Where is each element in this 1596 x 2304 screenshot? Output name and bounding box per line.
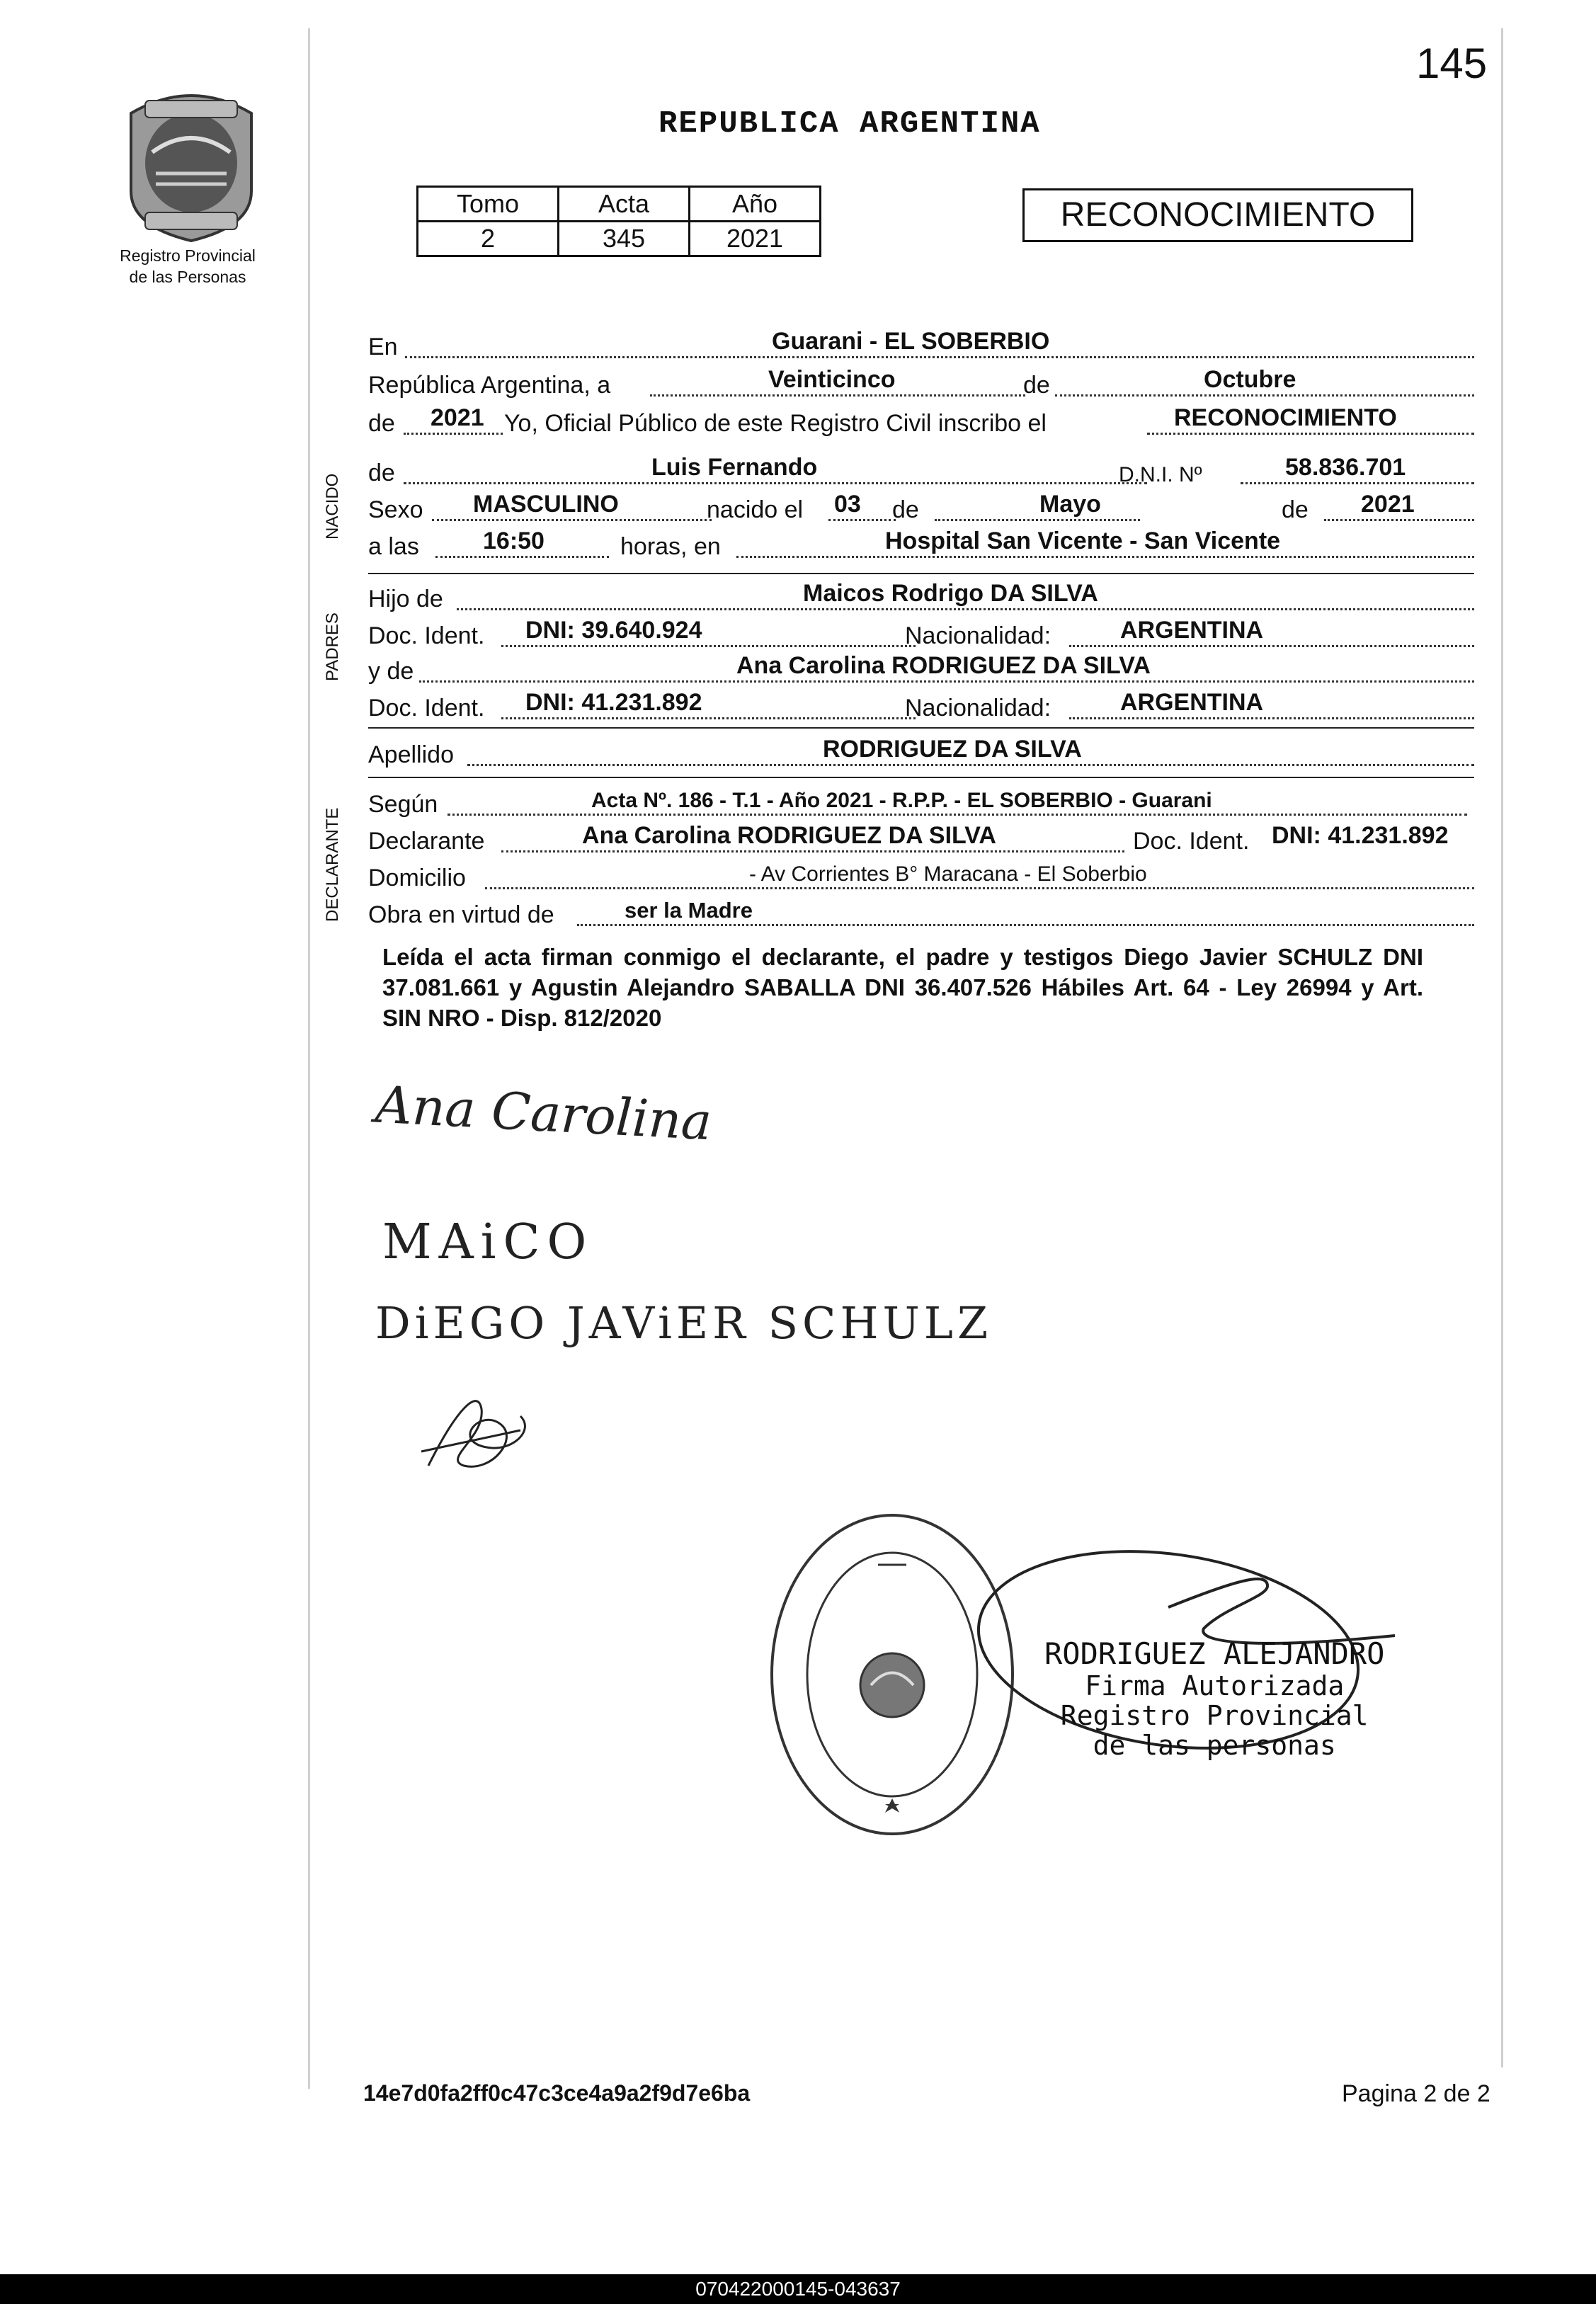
signature-testigo: DiEGO JAViER SCHULZ xyxy=(375,1297,993,1349)
stamp-org-1: Registro Provincial xyxy=(1060,1700,1369,1731)
acta-value: 345 xyxy=(559,222,690,256)
value-tipo-inscripcion: RECONOCIMIENTO xyxy=(1174,404,1397,431)
value-doc-madre: DNI: 41.231.892 xyxy=(525,689,702,716)
row-nombre xyxy=(368,455,1474,491)
label-de: de xyxy=(1023,372,1050,399)
act-type-box: RECONOCIMIENTO xyxy=(1022,188,1413,242)
document-title: REPUBLICA ARGENTINA xyxy=(659,106,1041,142)
tomo-header: Tomo xyxy=(418,187,559,222)
value-segun: Acta Nº. 186 - T.1 - Año 2021 - R.P.P. - EL SOBERBIO - Guarani xyxy=(591,789,1212,812)
value-padre: Maicos Rodrigo DA SILVA xyxy=(803,580,1098,607)
row-hora xyxy=(368,528,1474,565)
row-madre-doc xyxy=(368,690,1474,726)
row-inscripcion xyxy=(368,405,1474,442)
label-nac-madre: Nacionalidad: xyxy=(905,695,1051,722)
value-declarante: Ana Carolina RODRIGUEZ DA SILVA xyxy=(582,822,996,849)
value-obra: ser la Madre xyxy=(625,898,753,923)
row-madre xyxy=(368,653,1474,690)
label-hijo-de: Hijo de xyxy=(368,586,443,612)
right-margin-line xyxy=(1501,28,1503,2068)
label-sexo: Sexo xyxy=(368,496,423,523)
row-fecha xyxy=(368,367,1474,404)
label-horas-en: horas, en xyxy=(620,533,721,560)
label-republica: República Argentina, a xyxy=(368,372,611,399)
label-dni: D.N.I. Nº xyxy=(1119,463,1202,486)
label-nac-padre: Nacionalidad: xyxy=(905,622,1051,649)
label-y-de: y de xyxy=(368,658,414,685)
registry-line-2: de las Personas xyxy=(129,268,246,286)
section-label-declarante: DECLARANTE xyxy=(323,807,342,922)
label-doc-declarante: Doc. Ident. xyxy=(1133,828,1250,855)
tomo-value: 2 xyxy=(418,222,559,256)
label-segun: Según xyxy=(368,791,438,818)
scan-barcode-strip: 070422000145-043637 xyxy=(0,2274,1596,2304)
book-record-table xyxy=(416,186,821,257)
row-lugar xyxy=(368,329,1474,365)
authority-stamp xyxy=(1044,1637,1384,1760)
section-divider-padres xyxy=(368,727,1474,729)
row-padre-doc xyxy=(368,617,1474,654)
value-dia-nacimiento: 03 xyxy=(834,491,861,518)
provincia-misiones-logo xyxy=(117,85,266,244)
value-mes-nacimiento: Mayo xyxy=(1039,491,1101,518)
value-dia: Veinticinco xyxy=(768,366,896,393)
document-hash: 14e7d0fa2ff0c47c3ce4a9a2f9d7e6ba xyxy=(363,2080,751,2106)
label-de-mes: de xyxy=(892,496,919,523)
stamp-org-2: de las personas xyxy=(1093,1730,1336,1761)
anio-header: Año xyxy=(690,187,821,222)
left-margin-line xyxy=(308,28,310,2089)
value-dni: 58.836.701 xyxy=(1285,454,1406,481)
section-label-nacido: NACIDO xyxy=(323,473,342,540)
row-domicilio xyxy=(368,860,1474,896)
value-hora: 16:50 xyxy=(483,527,545,554)
value-anio: 2021 xyxy=(431,404,484,431)
value-mes: Octubre xyxy=(1204,366,1296,393)
label-de-anio-nac: de xyxy=(1282,496,1309,523)
legal-notes: Leída el acta firman conmigo el declarante, el padre y testigos Diego Javier SCHULZ DNI 37.081.661 y Agustin Alejandro SABALLA DNI 36.407.526 Hábiles Art. 64 - Ley 26994 y Art. SIN NRO - Disp. 812/2020 xyxy=(382,944,1423,1031)
row-apellido xyxy=(368,736,1474,773)
row-sexo xyxy=(368,491,1474,528)
label-en: En xyxy=(368,333,398,360)
value-madre: Ana Carolina RODRIGUEZ DA SILVA xyxy=(736,652,1151,679)
value-lugar-nacimiento: Hospital San Vicente - San Vicente xyxy=(885,527,1281,554)
row-padre xyxy=(368,581,1474,617)
value-lugar: Guarani - EL SOBERBIO xyxy=(772,328,1050,355)
row-obra xyxy=(368,896,1474,933)
label-declarante: Declarante xyxy=(368,828,485,855)
value-sexo: MASCULINO xyxy=(473,491,619,518)
anio-value: 2021 xyxy=(690,222,821,256)
label-obra: Obra en virtud de xyxy=(368,901,554,928)
label-nacido-el: nacido el xyxy=(707,496,804,523)
stamp-role: Firma Autorizada xyxy=(1085,1670,1345,1701)
acta-header: Acta xyxy=(559,187,690,222)
label-apellido: Apellido xyxy=(368,741,454,768)
value-nac-madre: ARGENTINA xyxy=(1120,689,1264,716)
value-nac-padre: ARGENTINA xyxy=(1120,617,1264,644)
label-doc-padre: Doc. Ident. xyxy=(368,622,485,649)
section-divider-apellido xyxy=(368,777,1474,778)
value-doc-padre: DNI: 39.640.924 xyxy=(525,617,702,644)
signature-padre: MAiCO xyxy=(382,1214,594,1270)
page-number: 145 xyxy=(1416,40,1488,87)
label-domicilio: Domicilio xyxy=(368,865,466,891)
label-inscribo: Yo, Oficial Público de este Registro Civil inscribo el xyxy=(504,410,1047,437)
row-segun xyxy=(368,786,1474,823)
registry-line-1: Registro Provincial xyxy=(120,246,256,265)
signature-testigo-2 xyxy=(414,1381,549,1487)
value-apellido: RODRIGUEZ DA SILVA xyxy=(823,736,1082,763)
value-doc-declarante: DNI: 41.231.892 xyxy=(1272,822,1449,849)
signature-declarante: Ana Carolina xyxy=(374,1074,714,1152)
label-doc-madre: Doc. Ident. xyxy=(368,695,485,722)
value-nombre: Luis Fernando xyxy=(651,454,818,481)
label-de-anio: de xyxy=(368,410,395,437)
label-de-nombre: de xyxy=(368,460,395,486)
label-a-las: a las xyxy=(368,533,419,560)
value-domicilio: - Av Corrientes B° Maracana - El Soberbio xyxy=(749,862,1147,886)
page-indicator: Pagina 2 de 2 xyxy=(1342,2080,1490,2107)
section-label-padres: PADRES xyxy=(323,612,342,681)
value-anio-nacimiento: 2021 xyxy=(1361,491,1415,518)
section-divider-nacido xyxy=(368,573,1474,574)
registry-caption xyxy=(85,245,290,287)
stamp-name: RODRIGUEZ ALEJANDRO xyxy=(1044,1636,1385,1671)
row-declarante xyxy=(368,823,1474,860)
